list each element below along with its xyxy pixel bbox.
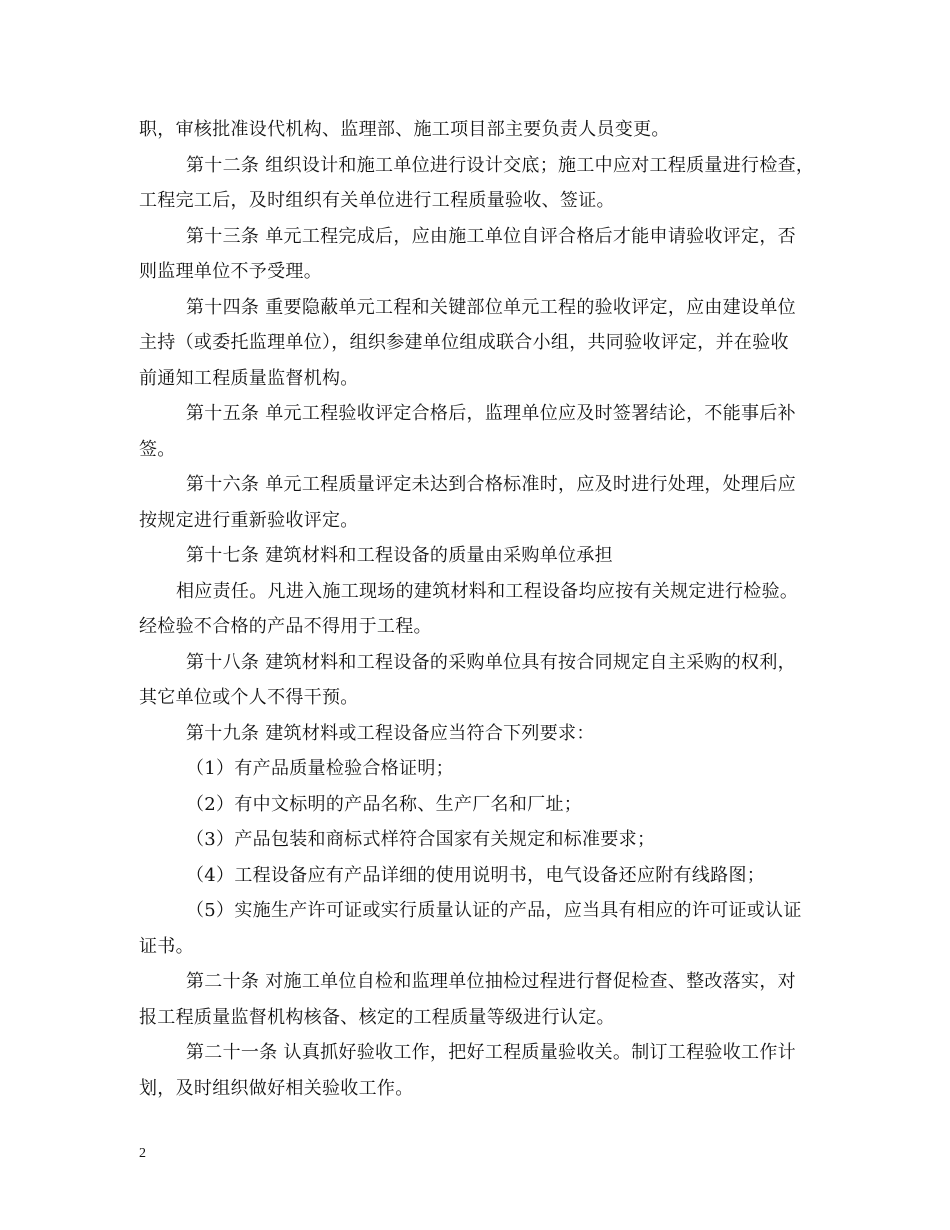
text-line: 划，及时组织做好相关验收工作。 [139, 1077, 414, 1099]
text-line: 第二十条 对施工单位自检和监理单位抽检过程进行督促检查、整改落实，对 [186, 971, 796, 992]
text-line: 签。 [139, 438, 176, 460]
text-line: （2）有中文标明的产品名称、生产厂名和厂址； [186, 793, 583, 815]
page-number: 2 [139, 1146, 146, 1161]
text-line: 前通知工程质量监督机构。 [139, 367, 359, 389]
document-body [139, 112, 819, 1106]
text-line: 其它单位或个人不得干预。 [139, 687, 359, 708]
text-line: 工程完工后，及时组织有关单位进行工程质量验收、签证。 [139, 190, 615, 211]
text-line: 第十二条 组织设计和施工单位进行设计交底；施工中应对工程质量进行检查， [186, 154, 815, 176]
text-line: 职，审核批准设代机构、监理部、施工项目部主要负责人员变更。 [139, 119, 670, 140]
text-line: 主持（或委托监理单位），组织参建单位组成联合小组，共同验收评定，并在验收 [139, 332, 789, 353]
text-line: 第十九条 建筑材料或工程设备应当符合下列要求： [186, 722, 595, 744]
text-line: 按规定进行重新验收评定。 [139, 509, 359, 531]
text-line: （3）产品包装和商标式样符合国家有关规定和标准要求； [186, 829, 656, 850]
text-line: （1）有产品质量检验合格证明； [186, 758, 454, 779]
text-line: 则监理单位不予受理。 [139, 261, 322, 282]
text-line: （5）实施生产许可证或实行质量认证的产品，应当具有相应的许可证或认证 [186, 900, 802, 921]
text-line: 第十六条 单元工程质量评定未达到合格标准时，应及时进行处理，处理后应 [186, 474, 796, 495]
text-line: 相应责任。凡进入施工现场的建筑材料和工程设备均应按有关规定进行检验。 [176, 580, 799, 602]
text-line: 第十三条 单元工程完成后，应由施工单位自评合格后才能申请验收评定，否 [186, 225, 796, 247]
text-line: （4）工程设备应有产品详细的使用说明书，电气设备还应附有线路图； [186, 864, 766, 886]
text-line: 证书。 [139, 935, 194, 957]
text-line: 第二十一条 认真抓好验收工作，把好工程质量验收关。制订工程验收工作计 [186, 1042, 796, 1063]
text-line: 报工程质量监督机构核备、核定的工程质量等级进行认定。 [139, 1006, 615, 1028]
text-line: 第十四条 重要隐蔽单元工程和关键部位单元工程的验收评定，应由建设单位 [186, 296, 796, 318]
text-line: 经检验不合格的产品不得用于工程。 [139, 616, 432, 637]
text-line: 第十七条 建筑材料和工程设备的质量由采购单位承担 [186, 545, 613, 566]
text-line: 第十八条 建筑材料和工程设备的采购单位具有按合同规定自主采购的权利， [186, 651, 796, 673]
text-line: 第十五条 单元工程验收评定合格后，监理单位应及时签署结论，不能事后补 [186, 403, 796, 424]
